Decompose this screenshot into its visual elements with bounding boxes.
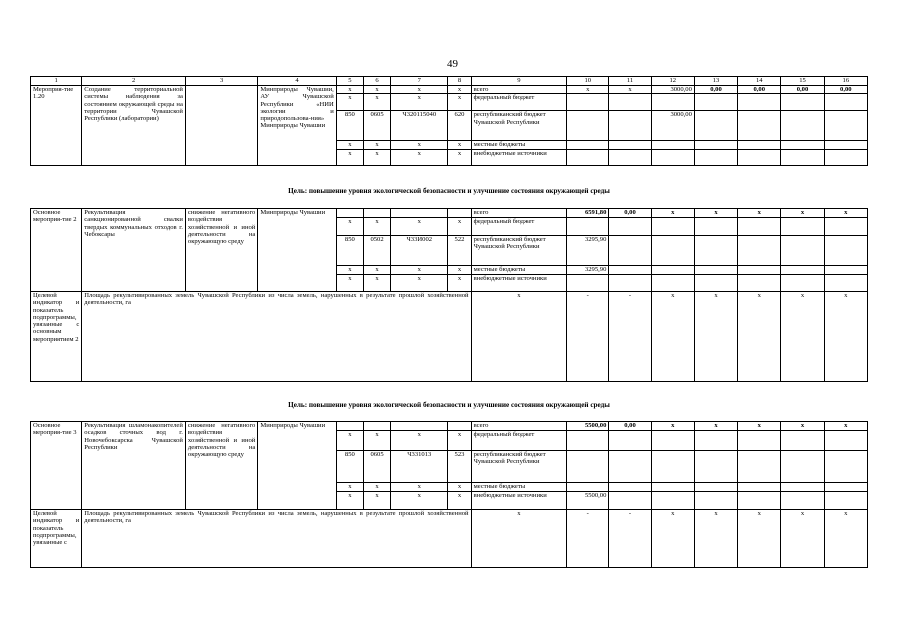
cell: x [336, 141, 363, 149]
activity-executor: Минприроды Чувашии [258, 422, 336, 510]
cell [738, 492, 781, 510]
activity-title: Рекультивация шламонакопителей осадков сточных вод г. Новочебоксарска Чувашской Республики [82, 422, 186, 510]
cell [651, 218, 694, 236]
cell: x [391, 266, 448, 275]
cell: - [567, 510, 609, 568]
cell [609, 94, 651, 111]
table-section-3 [30, 421, 868, 568]
cell: x [448, 149, 471, 165]
cell [609, 266, 651, 275]
cell [824, 492, 867, 510]
cell [738, 236, 781, 266]
header-cell: 10 [567, 77, 609, 86]
cell: x [448, 266, 471, 275]
funding-source: внебюджетные источники [471, 149, 567, 165]
cell [609, 218, 651, 236]
table-row [31, 209, 868, 218]
cell: 0,00 [609, 422, 651, 431]
cell: x [448, 141, 471, 149]
cell: x [391, 275, 448, 292]
indicator-row [31, 510, 868, 568]
cell [694, 236, 737, 266]
cell: x [694, 422, 737, 431]
cell [781, 94, 824, 111]
cell [609, 431, 651, 451]
cell [694, 149, 737, 165]
header-cell: 6 [363, 77, 390, 86]
cell: x [336, 94, 363, 111]
cell [391, 209, 448, 218]
funding-source: местные бюджеты [471, 483, 567, 492]
indicator-row [31, 292, 868, 382]
cell [694, 111, 737, 141]
cell: x [391, 218, 448, 236]
cell [781, 141, 824, 149]
table-section-2 [30, 208, 868, 382]
cell: x [651, 422, 694, 431]
cell: Ч320115040 [391, 111, 448, 141]
cell: x [694, 510, 737, 568]
cell: Ч33И002 [391, 236, 448, 266]
header-cell: 7 [391, 77, 448, 86]
cell: x [336, 492, 363, 510]
funding-source: республиканский бюджет Чувашской Республики [471, 236, 567, 266]
cell [609, 451, 651, 483]
cell [336, 422, 363, 431]
cell: 3295,90 [567, 266, 609, 275]
activity-result: снижение негативного воздействия хозяйственной и иной деятельности на окружающую среду [185, 422, 257, 510]
cell [738, 266, 781, 275]
cell: 0502 [363, 236, 390, 266]
cell: x [824, 510, 867, 568]
cell: x [363, 492, 390, 510]
cell: 850 [336, 111, 363, 141]
cell [651, 483, 694, 492]
cell: x [391, 431, 448, 451]
activity-executor: Минприроды Чувашии, АУ Чувашской Республики «НИИ экологии и природопользова-ния» Минприроды Чувашии [258, 86, 336, 166]
cell: x [738, 422, 781, 431]
cell: x [781, 422, 824, 431]
header-cell: 5 [336, 77, 363, 86]
funding-source: республиканский бюджет Чувашской Республики [471, 451, 567, 483]
goal-heading: Цель: повышение уровня экологической безопасности и улучшение состояния окружающей среды [288, 401, 610, 409]
cell: 5500,00 [567, 492, 609, 510]
cell: 0,00 [694, 86, 737, 94]
funding-source: местные бюджеты [471, 141, 567, 149]
cell: 850 [336, 451, 363, 483]
activity-executor: Минприроды Чувашии [258, 209, 336, 292]
cell: 850 [336, 236, 363, 266]
cell [781, 149, 824, 165]
cell [781, 431, 824, 451]
cell [694, 431, 737, 451]
cell: x [391, 94, 448, 111]
cell [694, 451, 737, 483]
cell [448, 209, 471, 218]
cell: x [651, 209, 694, 218]
cell [651, 275, 694, 292]
cell [738, 431, 781, 451]
cell [609, 492, 651, 510]
cell: x [694, 292, 737, 382]
header-cell: 13 [694, 77, 737, 86]
cell: x [448, 218, 471, 236]
cell [391, 422, 448, 431]
cell [781, 111, 824, 141]
header-cell: 3 [185, 77, 257, 86]
header-cell: 12 [651, 77, 694, 86]
cell: x [391, 149, 448, 165]
activity-code: Мероприя-тие 1.20 [31, 86, 82, 166]
activity-result: снижение негативного воздействия хозяйственной и иной деятельности на окружающую среду [185, 209, 257, 292]
cell: x [567, 86, 609, 94]
cell: 0,00 [781, 86, 824, 94]
cell [363, 209, 390, 218]
cell: 0,00 [738, 86, 781, 94]
cell [824, 266, 867, 275]
cell [738, 451, 781, 483]
cell: x [448, 86, 471, 94]
funding-source: всего [471, 209, 567, 218]
cell [824, 431, 867, 451]
cell [824, 451, 867, 483]
cell: x [363, 86, 390, 94]
cell [609, 111, 651, 141]
cell: x [391, 483, 448, 492]
cell: x [336, 218, 363, 236]
cell: x [738, 510, 781, 568]
cell [824, 149, 867, 165]
cell: x [391, 141, 448, 149]
cell: x [363, 275, 390, 292]
cell: - [609, 510, 651, 568]
cell [651, 94, 694, 111]
cell [694, 275, 737, 292]
cell [781, 266, 824, 275]
cell [567, 94, 609, 111]
cell: x [448, 94, 471, 111]
cell [609, 141, 651, 149]
header-cell: 4 [258, 77, 336, 86]
cell [567, 149, 609, 165]
cell [651, 149, 694, 165]
cell [738, 149, 781, 165]
activity-result [185, 86, 257, 166]
cell: x [651, 292, 694, 382]
cell: 3000,00 [651, 86, 694, 94]
indicator-label: Целевой индикатор и показатель подпрограммы, увязанные с основным мероприятием 2 [31, 292, 82, 382]
cell: x [363, 266, 390, 275]
cell: x [336, 149, 363, 165]
funding-source: всего [471, 422, 567, 431]
cell: x [448, 431, 471, 451]
cell: 0605 [363, 451, 390, 483]
cell: x [609, 86, 651, 94]
cell [824, 141, 867, 149]
header-row [31, 77, 868, 86]
cell [738, 111, 781, 141]
cell: 0605 [363, 111, 390, 141]
cell: x [471, 292, 567, 382]
activity-title: Рекультивация санкционированной свалки твердых коммунальных отходов г. Чебоксары [82, 209, 186, 292]
header-cell: 1 [31, 77, 82, 86]
cell [651, 141, 694, 149]
cell: 522 [448, 236, 471, 266]
cell [781, 451, 824, 483]
cell [738, 141, 781, 149]
cell: x [651, 510, 694, 568]
table-row [31, 422, 868, 431]
cell: x [694, 209, 737, 218]
cell: x [363, 141, 390, 149]
cell [567, 483, 609, 492]
indicator-text: Площадь рекультивированных земель Чувашской Республики из числа земель, нарушенных в результате прошлой хозяйственной деятельности, га [82, 510, 471, 568]
cell [567, 218, 609, 236]
cell [824, 94, 867, 111]
cell [694, 492, 737, 510]
cell [651, 492, 694, 510]
cell: x [448, 492, 471, 510]
cell: x [824, 422, 867, 431]
cell [609, 275, 651, 292]
cell: x [448, 483, 471, 492]
cell: 0,00 [824, 86, 867, 94]
funding-source: местные бюджеты [471, 266, 567, 275]
funding-source: федеральный бюджет [471, 94, 567, 111]
cell: x [781, 510, 824, 568]
cell: x [471, 510, 567, 568]
cell [651, 236, 694, 266]
cell: x [336, 275, 363, 292]
cell [336, 209, 363, 218]
cell: 0,00 [609, 209, 651, 218]
cell [448, 422, 471, 431]
header-cell: 8 [448, 77, 471, 86]
cell: x [448, 275, 471, 292]
cell [824, 275, 867, 292]
cell [694, 94, 737, 111]
cell [651, 266, 694, 275]
cell: - [567, 292, 609, 382]
table-row [31, 86, 868, 94]
cell: x [391, 86, 448, 94]
cell: x [363, 94, 390, 111]
cell [738, 94, 781, 111]
cell [363, 422, 390, 431]
cell: x [781, 292, 824, 382]
cell: 3000,00 [651, 111, 694, 141]
funding-source: федеральный бюджет [471, 218, 567, 236]
cell: x [738, 292, 781, 382]
cell: - [609, 292, 651, 382]
cell [824, 483, 867, 492]
cell: x [781, 209, 824, 218]
indicator-label: Целевой индикатор и показатель подпрограммы, увязанные с [31, 510, 82, 568]
cell [824, 218, 867, 236]
cell [651, 451, 694, 483]
cell [694, 218, 737, 236]
cell [781, 218, 824, 236]
header-cell: 11 [609, 77, 651, 86]
header-cell: 9 [471, 77, 567, 86]
cell [738, 275, 781, 292]
cell: x [336, 483, 363, 492]
cell [781, 275, 824, 292]
cell: x [336, 431, 363, 451]
cell [738, 483, 781, 492]
table-section-1 [30, 76, 868, 166]
header-cell: 15 [781, 77, 824, 86]
cell: x [363, 218, 390, 236]
cell [567, 451, 609, 483]
cell: 620 [448, 111, 471, 141]
cell: 5500,00 [567, 422, 609, 431]
cell: x [363, 483, 390, 492]
cell [781, 236, 824, 266]
cell: 523 [448, 451, 471, 483]
cell [567, 111, 609, 141]
header-cell: 2 [82, 77, 186, 86]
cell: x [738, 209, 781, 218]
activity-code: Основное мероприя-тие 2 [31, 209, 82, 292]
cell: 3295,90 [567, 236, 609, 266]
funding-source: республиканский бюджет Чувашской Республики [471, 111, 567, 141]
cell: x [336, 86, 363, 94]
cell: x [336, 266, 363, 275]
cell [609, 236, 651, 266]
cell: x [363, 149, 390, 165]
cell [824, 236, 867, 266]
cell: x [391, 492, 448, 510]
funding-source: внебюджетные источники [471, 492, 567, 510]
cell [694, 141, 737, 149]
goal-heading: Цель: повышение уровня экологической безопасности и улучшение состояния окружающей среды [288, 187, 610, 195]
cell [651, 431, 694, 451]
cell: x [363, 431, 390, 451]
activity-code: Основное мероприя-тие 3 [31, 422, 82, 510]
activity-title: Создание территориальной системы наблюдения за состоянием окружающей среды на территории Чувашской Республики (лаборатории) [82, 86, 186, 166]
funding-source: внебюджетные источники [471, 275, 567, 292]
cell [694, 266, 737, 275]
cell [609, 149, 651, 165]
cell: x [824, 292, 867, 382]
cell: x [824, 209, 867, 218]
cell [738, 218, 781, 236]
cell: Ч331013 [391, 451, 448, 483]
cell [781, 483, 824, 492]
cell [824, 111, 867, 141]
indicator-text: Площадь рекультивированных земель Чувашской Республики из числа земель, нарушенных в результате прошлой хозяйственной деятельности, га [82, 292, 471, 382]
cell [567, 275, 609, 292]
cell: 6591,80 [567, 209, 609, 218]
cell [781, 492, 824, 510]
cell [567, 141, 609, 149]
cell [609, 483, 651, 492]
header-cell: 14 [738, 77, 781, 86]
page-number: 49 [447, 58, 458, 70]
funding-source: федеральный бюджет [471, 431, 567, 451]
header-cell: 16 [824, 77, 867, 86]
funding-source: всего [471, 86, 567, 94]
cell [694, 483, 737, 492]
cell [567, 431, 609, 451]
